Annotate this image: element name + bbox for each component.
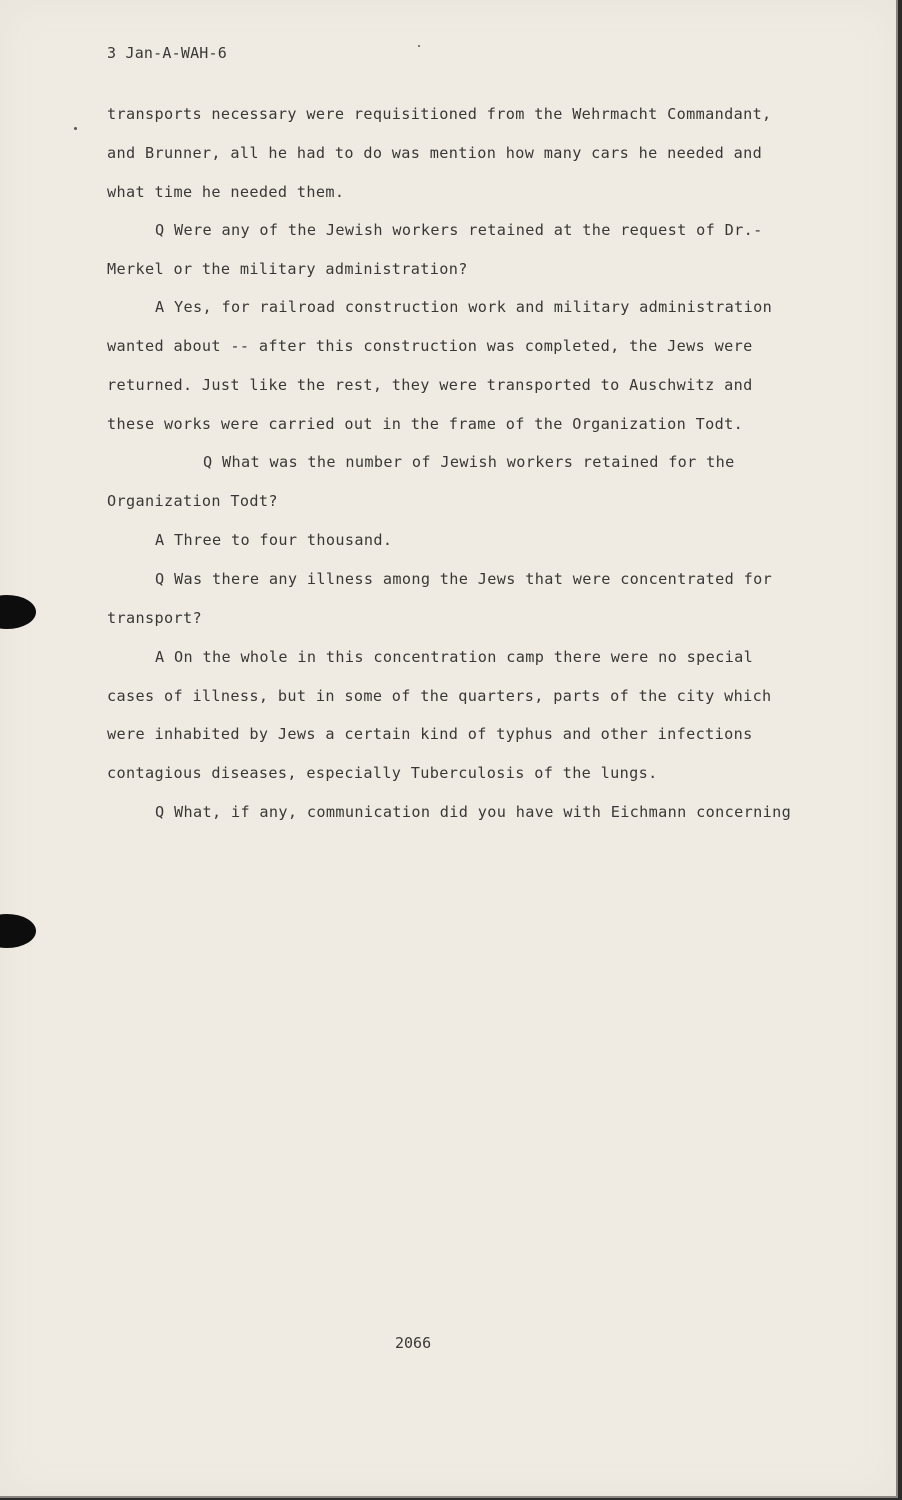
text-line: Merkel or the military administration? [107,260,468,278]
text-line: Q What, if any, communication did you have with Eichmann concerning [155,803,792,821]
text-line: Q Was there any illness among the Jews that were concentrated for [155,570,773,588]
punch-hole [0,914,36,948]
text-line: A Yes, for railroad construction work and military administration [155,298,773,316]
text-line: Organization Todt? [107,492,278,510]
page-number: 2066 [395,1334,432,1352]
text-line: returned. Just like the rest, they were transported to Auschwitz and [107,376,753,394]
text-line: A Three to four thousand. [155,531,393,549]
text-line: what time he needed them. [107,183,345,201]
ink-speck [74,127,77,130]
punch-hole [0,595,36,629]
ink-speck [418,45,420,47]
text-line: transports necessary were requisitioned from the Wehrmacht Commandant, [107,105,772,123]
text-line: were inhabited by Jews a certain kind of typhus and other infections [107,725,753,743]
page-header: 3 Jan-A-WAH-6 [107,44,227,62]
text-line: Q What was the number of Jewish workers retained for the [203,453,735,471]
text-line: cases of illness, but in some of the quarters, parts of the city which [107,687,772,705]
text-line: these works were carried out in the frame of the Organization Todt. [107,415,744,433]
text-line: Q Were any of the Jewish workers retained at the request of Dr.- [155,221,763,239]
text-line: and Brunner, all he had to do was mention how many cars he needed and [107,144,763,162]
text-line: transport? [107,609,202,627]
text-line: contagious diseases, especially Tuberculosis of the lungs. [107,764,658,782]
text-line: A On the whole in this concentration camp there were no special [155,648,754,666]
text-line: wanted about -- after this construction was completed, the Jews were [107,337,753,355]
